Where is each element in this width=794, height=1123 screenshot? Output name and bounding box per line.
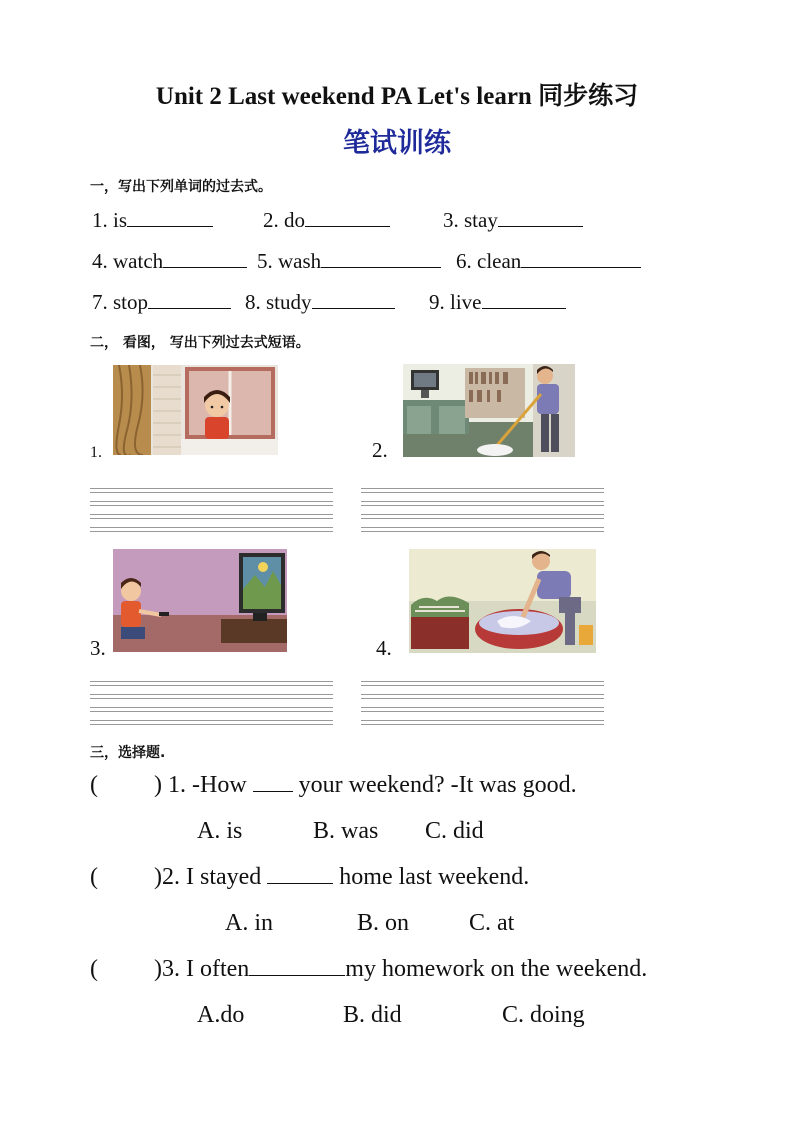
question-2: )2. I stayed home last weekend. xyxy=(154,864,530,890)
answer-blank[interactable] xyxy=(253,773,293,792)
answer-blank[interactable] xyxy=(312,290,395,309)
writing-line[interactable] xyxy=(361,694,604,699)
writing-line[interactable] xyxy=(90,501,333,506)
answer-blank[interactable] xyxy=(482,290,566,309)
writing-line[interactable] xyxy=(361,681,604,686)
answer-blank[interactable] xyxy=(148,290,231,309)
answer-blank[interactable] xyxy=(127,208,213,227)
question-2-option-a[interactable]: A. in xyxy=(225,910,273,936)
writing-line[interactable] xyxy=(361,720,604,725)
question-3-option-a[interactable]: A.do xyxy=(197,1002,245,1028)
question-3-option-c[interactable]: C. doing xyxy=(502,1002,585,1028)
question-3-paren[interactable]: ( xyxy=(90,956,98,982)
writing-line[interactable] xyxy=(90,694,333,699)
answer-blank[interactable] xyxy=(305,208,390,227)
word-item-5: 5. wash xyxy=(257,249,441,274)
page-subtitle: 笔试训练 xyxy=(343,128,451,158)
question-2-option-c[interactable]: C. at xyxy=(469,910,515,936)
word-item-7: 7. stop xyxy=(92,290,231,315)
writing-line[interactable] xyxy=(361,527,604,532)
word-item-9: 9. live xyxy=(429,290,566,315)
question-1: ) 1. -How your weekend? -It was good. xyxy=(154,772,577,798)
man-washing-clothes-picture xyxy=(409,549,596,653)
answer-blank[interactable] xyxy=(498,208,583,227)
picture-number-1: 1. xyxy=(90,444,102,461)
answer-blank[interactable] xyxy=(267,865,333,884)
question-1-option-a[interactable]: A. is xyxy=(197,818,243,844)
question-2-paren[interactable]: ( xyxy=(90,864,98,890)
question-3: )3. I often my homework on the weekend. xyxy=(154,956,648,982)
writing-line[interactable] xyxy=(361,501,604,506)
answer-blank[interactable] xyxy=(163,249,247,268)
picture-number-3: 3. xyxy=(90,636,106,660)
boy-mopping-floor-picture xyxy=(403,364,575,457)
word-item-3: 3. stay xyxy=(443,208,583,233)
question-1-option-c[interactable]: C. did xyxy=(425,818,484,844)
writing-line[interactable] xyxy=(90,488,333,493)
writing-line[interactable] xyxy=(361,514,604,519)
picture-number-2: 2. xyxy=(372,438,388,462)
writing-line[interactable] xyxy=(90,720,333,725)
question-2-option-b[interactable]: B. on xyxy=(357,910,410,936)
section-2-heading: 二， 看图， 写出下列过去式短语。 xyxy=(90,335,310,351)
question-3-option-b[interactable]: B. did xyxy=(343,1002,402,1028)
word-item-2: 2. do xyxy=(263,208,390,233)
word-item-6: 6. clean xyxy=(456,249,641,274)
section-1-heading: 一，写出下列单词的过去式。 xyxy=(90,179,272,195)
writing-line[interactable] xyxy=(361,488,604,493)
answer-blank[interactable] xyxy=(521,249,641,268)
section-3-heading: 三，选择题. xyxy=(90,745,166,761)
girl-at-window-picture xyxy=(113,365,278,455)
word-item-4: 4. watch xyxy=(92,249,247,274)
page-title: Unit 2 Last weekend PA Let's learn 同步练习 xyxy=(155,83,639,110)
answer-blank[interactable] xyxy=(249,957,345,976)
answer-blank[interactable] xyxy=(321,249,441,268)
word-item-1: 1. is xyxy=(92,208,213,233)
picture-number-4: 4. xyxy=(376,636,392,660)
writing-line[interactable] xyxy=(90,707,333,712)
question-1-paren[interactable]: ( xyxy=(90,772,98,798)
question-1-option-b[interactable]: B. was xyxy=(313,818,379,844)
writing-line[interactable] xyxy=(361,707,604,712)
writing-line[interactable] xyxy=(90,527,333,532)
girl-watching-tv-picture xyxy=(113,549,287,652)
writing-line[interactable] xyxy=(90,514,333,519)
writing-line[interactable] xyxy=(90,681,333,686)
word-item-8: 8. study xyxy=(245,290,395,315)
